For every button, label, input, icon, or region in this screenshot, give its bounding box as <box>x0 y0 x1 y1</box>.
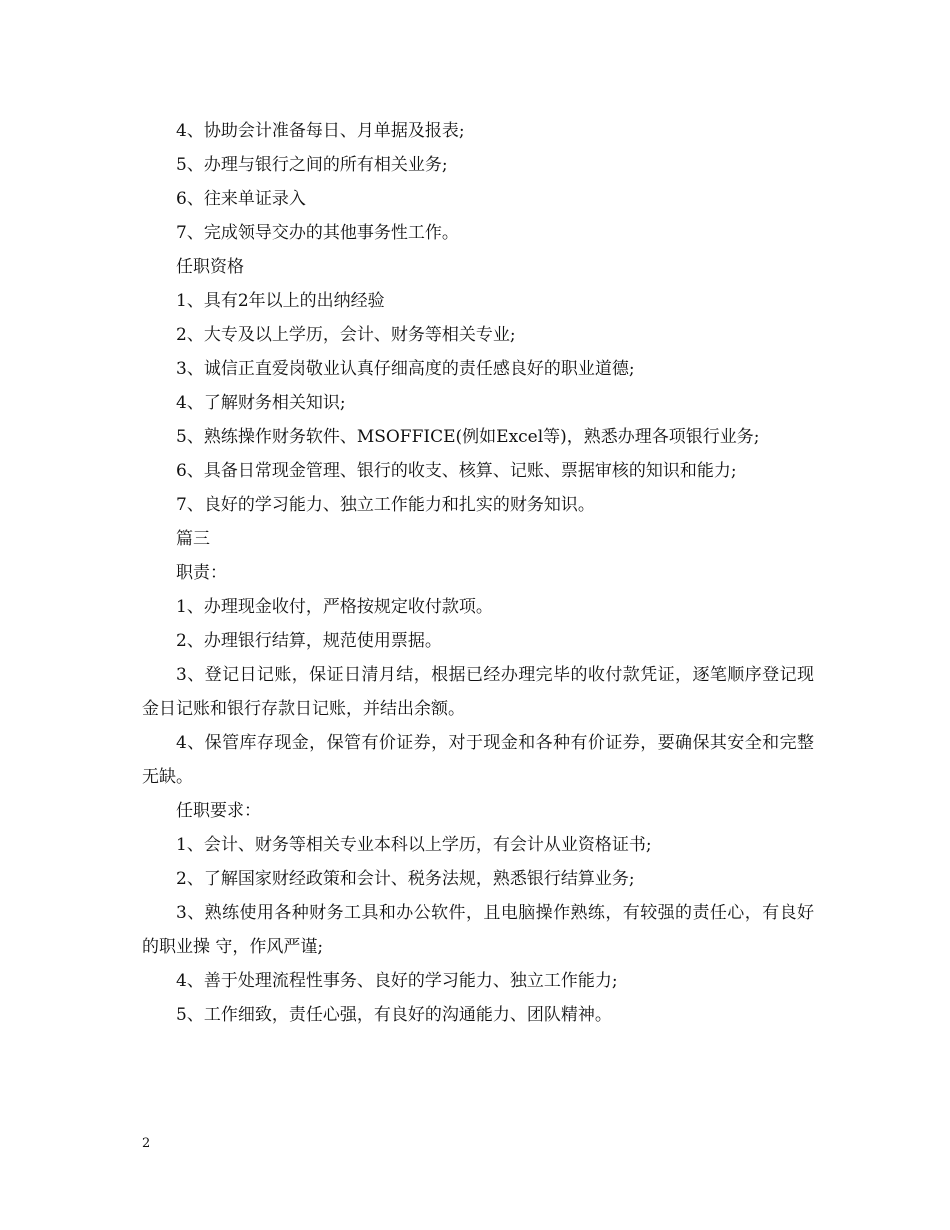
responsibility-item-1: 1、办理现金收付，严格按规定收付款项。 <box>176 597 493 617</box>
qualification-item-2: 2、大专及以上学历，会计、财务等相关专业; <box>176 325 516 345</box>
requirement-item-2: 2、了解国家财经政策和会计、税务法规，熟悉银行结算业务; <box>176 869 635 889</box>
requirement-item-3: 3、熟练使用各种财务工具和办公软件，且电脑操作熟练，有较强的责任心，有良好的职业操 守，作风严谨; <box>142 903 814 957</box>
duty-item-5: 5、办理与银行之间的所有相关业务; <box>176 155 448 175</box>
duty-item-4: 4、协助会计准备每日、月单据及报表; <box>176 121 465 141</box>
duty-item-6: 6、往来单证录入 <box>176 189 306 209</box>
requirement-item-5: 5、工作细致，责任心强，有良好的沟通能力、团队精神。 <box>176 1005 612 1025</box>
qualification-item-5: 5、熟练操作财务软件、MSOFFICE(例如Excel等)，熟悉办理各项银行业务; <box>176 427 760 447</box>
section-heading-part-three: 篇三 <box>176 529 210 549</box>
qualification-item-4: 4、了解财务相关知识; <box>176 393 346 413</box>
document-body <box>142 114 814 1032</box>
requirement-item-4: 4、善于处理流程性事务、良好的学习能力、独立工作能力; <box>176 971 618 991</box>
qualification-item-3: 3、诚信正直爱岗敬业认真仔细高度的责任感良好的职业道德; <box>176 359 635 379</box>
qualification-item-1: 1、具有2年以上的出纳经验 <box>176 291 385 311</box>
responsibility-item-4: 4、保管库存现金，保管有价证券，对于现金和各种有价证券，要确保其安全和完整无缺。 <box>142 733 814 787</box>
qualification-item-7: 7、良好的学习能力、独立工作能力和扎实的财务知识。 <box>176 495 595 515</box>
page-number: 2 <box>142 1136 151 1151</box>
duty-item-7: 7、完成领导交办的其他事务性工作。 <box>176 223 459 243</box>
requirement-item-1: 1、会计、财务等相关专业本科以上学历，有会计从业资格证书; <box>176 835 652 855</box>
responsibility-item-2: 2、办理银行结算，规范使用票据。 <box>176 631 442 651</box>
responsibility-item-3: 3、登记日记账，保证日清月结，根据已经办理完毕的收付款凭证，逐笔顺序登记现金日记账和银行存款日记账，并结出余额。 <box>142 665 814 719</box>
qualification-heading: 任职资格 <box>176 257 244 277</box>
responsibilities-heading: 职责： <box>176 563 227 583</box>
qualification-item-6: 6、具备日常现金管理、银行的收支、核算、记账、票据审核的知识和能力; <box>176 461 737 481</box>
requirements-heading: 任职要求： <box>176 801 261 821</box>
